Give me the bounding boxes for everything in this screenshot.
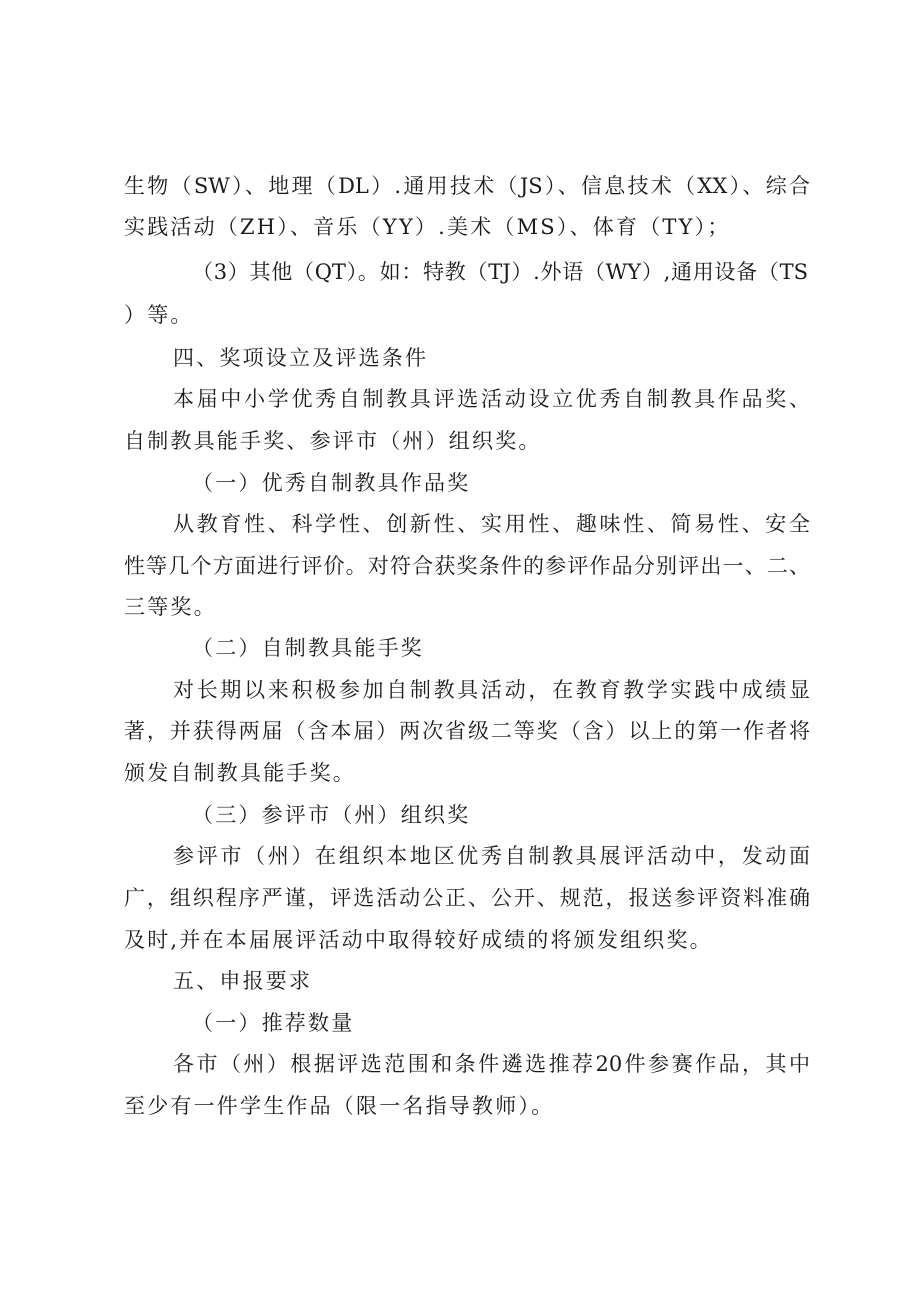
- paragraph-line: 对长期以来积极参加自制教具活动，在教育教学实践中成绩显: [173, 678, 810, 702]
- paragraph-line: 颁发自制教具能手奖。: [124, 761, 356, 785]
- subsection-heading: （二）自制教具能手奖: [192, 636, 424, 660]
- paragraph-line: 著，并获得两届（含本届）两次省级二等奖（含）以上的第一作者将: [124, 719, 810, 743]
- paragraph-line: 三等奖。: [124, 595, 217, 619]
- paragraph-line: ）等。: [124, 303, 194, 327]
- paragraph-line: （3）其他（QT）。如：特教（TJ）.外语（WY）,通用设备（TS: [192, 260, 808, 284]
- subsection-heading: （三）参评市（州）组织奖: [192, 803, 471, 827]
- subsection-heading: （一）推荐数量: [192, 1011, 355, 1035]
- paragraph-line: 各市（州）根据评选范围和条件遴选推荐20件参赛作品，其中: [173, 1052, 810, 1076]
- paragraph-line: 实践活动（ZH）、音乐（YY）.美术（MS）、体育（TY）；: [124, 215, 731, 239]
- paragraph-line: 本届中小学优秀自制教具评选活动设立优秀自制教具作品奖、: [173, 387, 810, 411]
- paragraph-line: 至少有一件学生作品（限一名指导教师）。: [124, 1094, 555, 1118]
- paragraph-line: 广，组织程序严谨，评选活动公正、公开、规范，报送参评资料准确: [124, 886, 810, 910]
- section-heading: 五、申报要求: [173, 969, 313, 993]
- paragraph-line: 性等几个方面进行评价。对符合获奖条件的参评作品分别评出一、二、: [124, 554, 810, 578]
- paragraph-line: 自制教具能手奖、参评市（州）组织奖。: [124, 429, 542, 453]
- paragraph-line: 参评市（州）在组织本地区优秀自制教具展评活动中，发动面: [173, 844, 810, 868]
- paragraph-line: 及时,并在本届展评活动中取得较好成绩的将颁发组织奖。: [124, 928, 713, 952]
- subsection-heading: （一）优秀自制教具作品奖: [192, 471, 471, 495]
- paragraph-line: 从教育性、科学性、创新性、实用性、趣味性、简易性、安全: [173, 512, 810, 536]
- paragraph-line: 生物（SW）、地理（DL）.通用技术（JS）、信息技术（XX）、综合: [124, 174, 810, 198]
- section-heading: 四、奖项设立及评选条件: [173, 346, 429, 370]
